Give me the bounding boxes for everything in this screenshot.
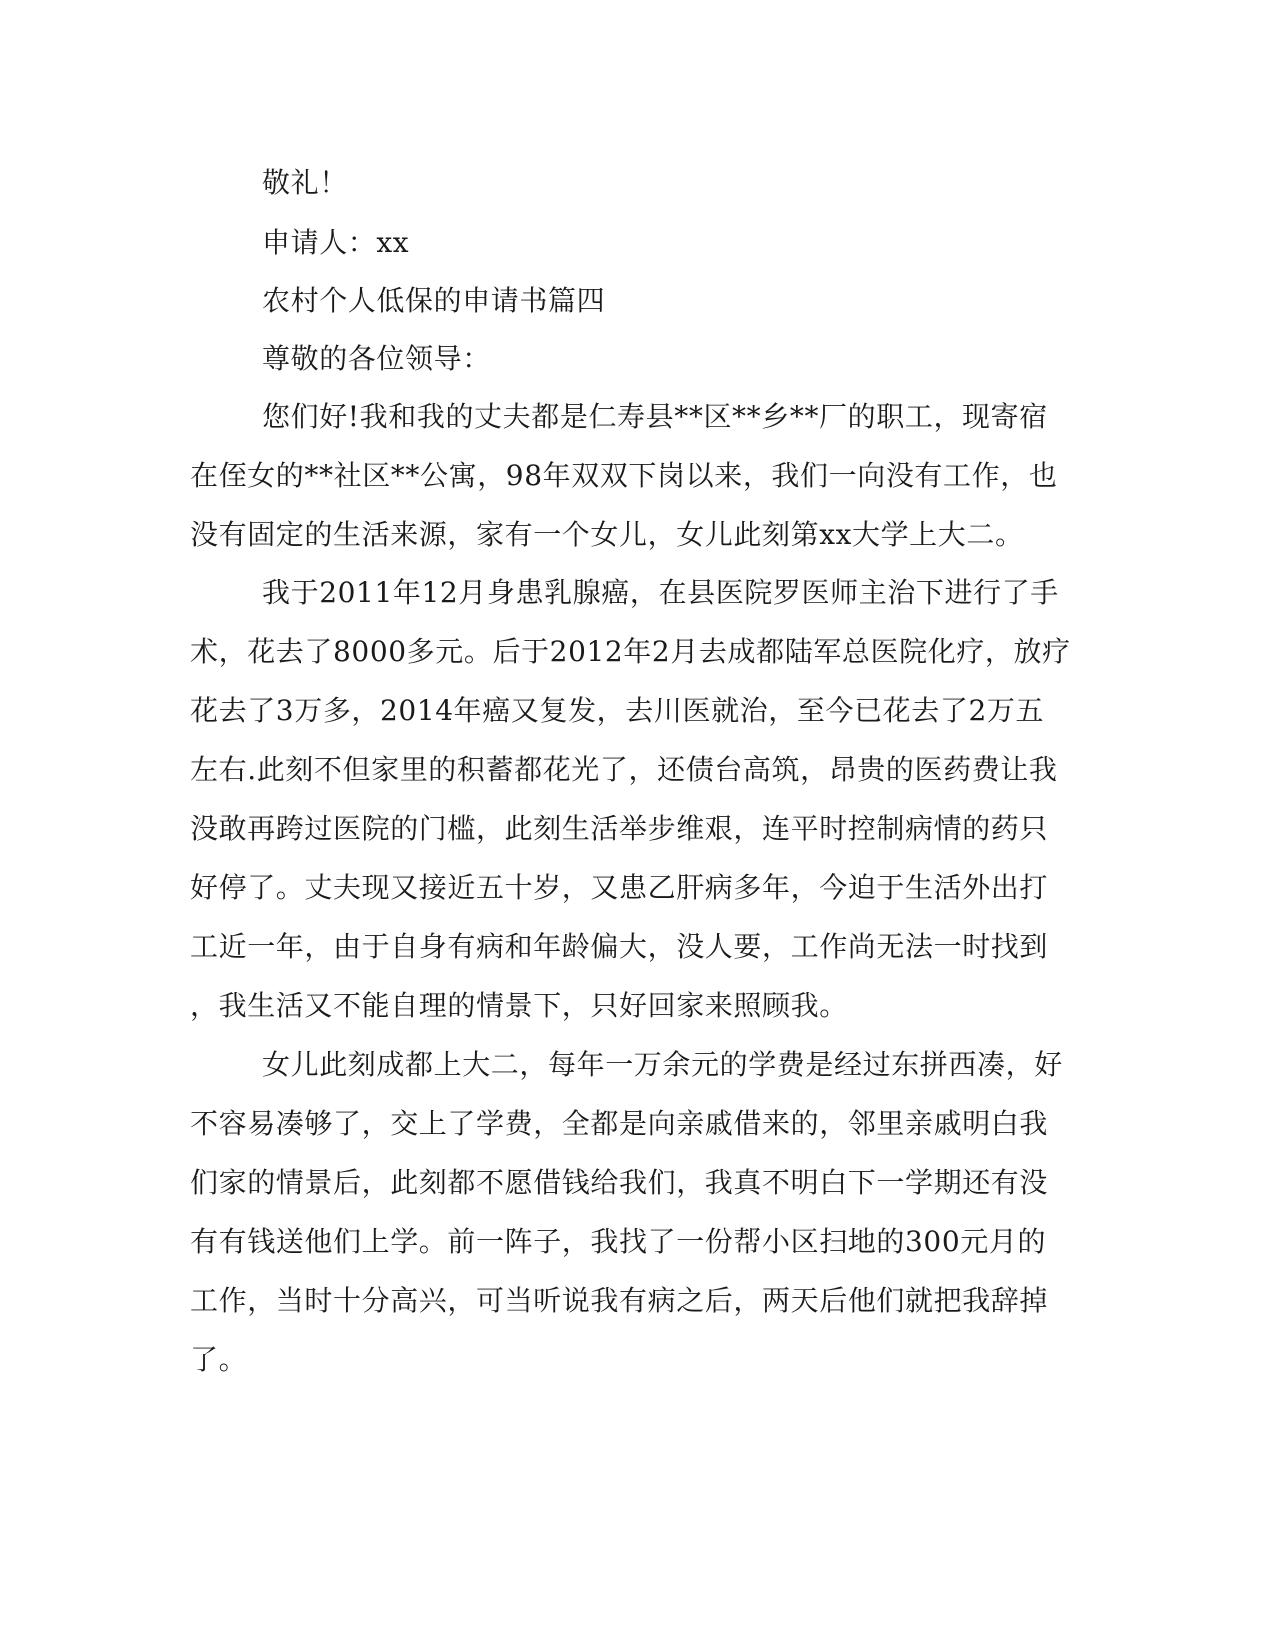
paragraph-line: 女儿此刻成都上大二，每年一万余元的学费是经过东拼西凑，好	[262, 1048, 1063, 1081]
paragraph-line: 没敢再跨过医院的门槛，此刻生活举步维艰，连平时控制病情的药只	[190, 812, 1049, 845]
paragraph-line: 好停了。丈夫现又接近五十岁，又患乙肝病多年，今迫于生活外出打	[190, 871, 1049, 904]
paragraph-line: 没有固定的生活来源，家有一个女儿，女儿此刻第xx大学上大二。	[190, 518, 1024, 551]
paragraph-line: 左右.此刻不但家里的积蓄都花光了，还债台高筑，昂贵的医药费让我	[190, 753, 1058, 786]
paragraph-line: 在侄女的**社区**公寓，98年双双下岗以来，我们一向没有工作，也	[190, 459, 1058, 492]
paragraph-line: 工作，当时十分高兴，可当听说我有病之后，两天后他们就把我辞掉	[190, 1284, 1049, 1317]
section-title: 农村个人低保的申请书篇四	[262, 284, 606, 317]
paragraph-line: 不容易凑够了，交上了学费，全都是向亲戚借来的，邻里亲戚明白我	[190, 1107, 1049, 1140]
paragraph-line: 有有钱送他们上学。前一阵子，我找了一份帮小区扫地的300元月的	[190, 1225, 1047, 1258]
paragraph-line: 我于2011年12月身患乳腺癌，在县医院罗医师主治下进行了手	[262, 576, 1059, 609]
paragraph-line: 您们好!我和我的丈夫都是仁寿县**区**乡**厂的职工，现寄宿	[262, 400, 1048, 433]
paragraph-line: 术，花去了8000多元。后于2012年2月去成都陆军总医院化疗，放疗	[190, 635, 1071, 668]
paragraph-line: 了。	[190, 1343, 248, 1376]
closing-salute: 敬礼！	[262, 166, 348, 199]
paragraph-line: 花去了3万多，2014年癌又复发，去川医就治，至今已花去了2万五	[190, 694, 1045, 727]
applicant-signature: 申请人：xx	[262, 226, 410, 259]
paragraph-line: 们家的情景后，此刻都不愿借钱给我们，我真不明白下一学期还有没	[190, 1166, 1049, 1199]
paragraph-line: 工近一年，由于自身有病和年龄偏大，没人要，工作尚无法一时找到	[190, 930, 1049, 963]
greeting-line: 尊敬的各位领导：	[262, 342, 491, 375]
paragraph-line: ，我生活又不能自理的情景下，只好回家来照顾我。	[190, 989, 848, 1022]
